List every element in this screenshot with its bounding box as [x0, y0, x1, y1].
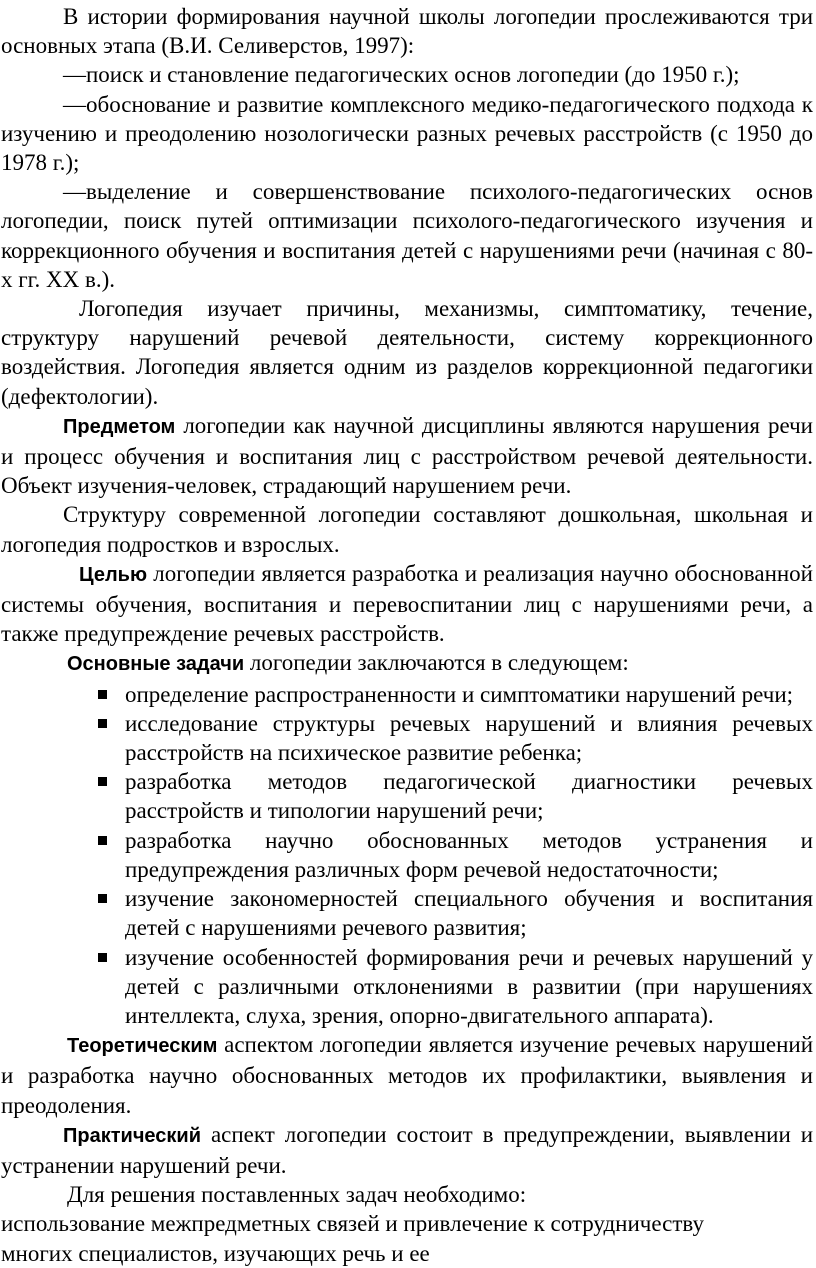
bullet-square-icon: [98, 719, 107, 728]
subject-paragraph: [1, 411, 813, 501]
list-item: определение распространенности и симптоматики нарушений речи;: [125, 680, 813, 709]
final-line-1: использование межпредметных связей и привлечение к сотрудничеству: [1, 1211, 704, 1237]
tasks-list: [1, 680, 813, 1030]
structure-paragraph: Структуру современной логопедии составляют дошкольная, школьная и логопедия подростков и взрослых.: [1, 502, 813, 557]
goal-term: Целью: [79, 563, 148, 586]
practice-text: аспект логопедии состоит в предупреждении, выявлении и устранении нарушений речи.: [1, 1121, 813, 1178]
bullet-square-icon: [98, 690, 107, 699]
bullet-square-icon: [98, 777, 107, 786]
stage-3-item: —выделение и совершенствование психолого-педагогических основ логопедии, поиск путей оптимизации психолого-педагогического изучения и коррекционного обучения и воспитания детей с нарушениями речи (начиная с 80-х гг. XX в.).: [1, 179, 813, 292]
stage-1-item: —поиск и становление педагогических основ логопедии (до 1950 г.);: [63, 62, 740, 88]
bullet-square-icon: [98, 953, 107, 962]
final-line-2: многих специалистов, изучающих речь и ее: [1, 1240, 430, 1266]
practice-paragraph: [1, 1120, 813, 1180]
stage-2-item: —обоснование и развитие комплексного медико-педагогического подхода к изучению и преодолению нозологически разных речевых расстройств (с 1950 до 1978 г.);: [1, 91, 813, 176]
solution-intro-paragraph: Для решения поставленных задач необходимо:: [67, 1182, 527, 1208]
subject-text: логопедии как научной дисциплины являются нарушения речи и процесс обучения и воспитания лиц с расстройством речевой деятельности. Объект изучения-человек, страдающий нарушением речи.: [1, 412, 813, 499]
subject-term: Предметом: [63, 415, 176, 438]
bullet-square-icon: [98, 836, 107, 845]
bullet-square-icon: [98, 894, 107, 903]
theory-text: аспектом логопедии является изучение речевых нарушений и разработка научно обоснованных методов их профилактики, выявления и преодоления.: [1, 1032, 813, 1118]
goal-text: логопедии является разработка и реализация научно обоснованной системы обучения, воспитания и перевоспитании лиц с нарушениями речи, а также предупреждение речевых расстройств.: [1, 560, 813, 647]
intro-paragraph: В истории формирования научной школы логопедии прослеживаются три основных этапа (В.И. Селиверстов, 1997):: [1, 4, 813, 59]
goal-paragraph: [1, 559, 813, 649]
list-item: изучение закономерностей специального обучения и воспитания детей с нарушениями речевого развития;: [125, 884, 813, 942]
theory-term: Теоретическим: [67, 1035, 218, 1058]
tasks-term: Основные задачи: [67, 653, 245, 676]
practice-term: Практический: [63, 1124, 202, 1147]
list-item: изучение особенностей формирования речи и речевых нарушений у детей с различными отклонениями в развитии (при нарушениях интеллекта, слуха, зрения, опорно-двигательного аппарата).: [125, 943, 813, 1031]
tasks-intro-paragraph: [1, 648, 813, 679]
list-item: разработка методов педагогической диагностики речевых расстройств и типологии нарушений речи;: [125, 767, 813, 825]
list-item: разработка научно обоснованных методов устранения и предупреждения различных форм речевой недостаточности;: [125, 826, 813, 884]
logopedia-definition-paragraph: Логопедия изучает причины, механизмы, симптоматику, течение, структуру нарушений речевой деятельности, систему коррекционного воздействия. Логопедия является одним из разделов коррекционной педагогики (дефектологии).: [1, 296, 813, 409]
theory-paragraph: [1, 1030, 813, 1120]
list-item: исследование структуры речевых нарушений и влияния речевых расстройств на психическое развитие ребенка;: [125, 709, 813, 767]
tasks-intro-text: логопедии заключаются в следующем:: [244, 650, 629, 676]
